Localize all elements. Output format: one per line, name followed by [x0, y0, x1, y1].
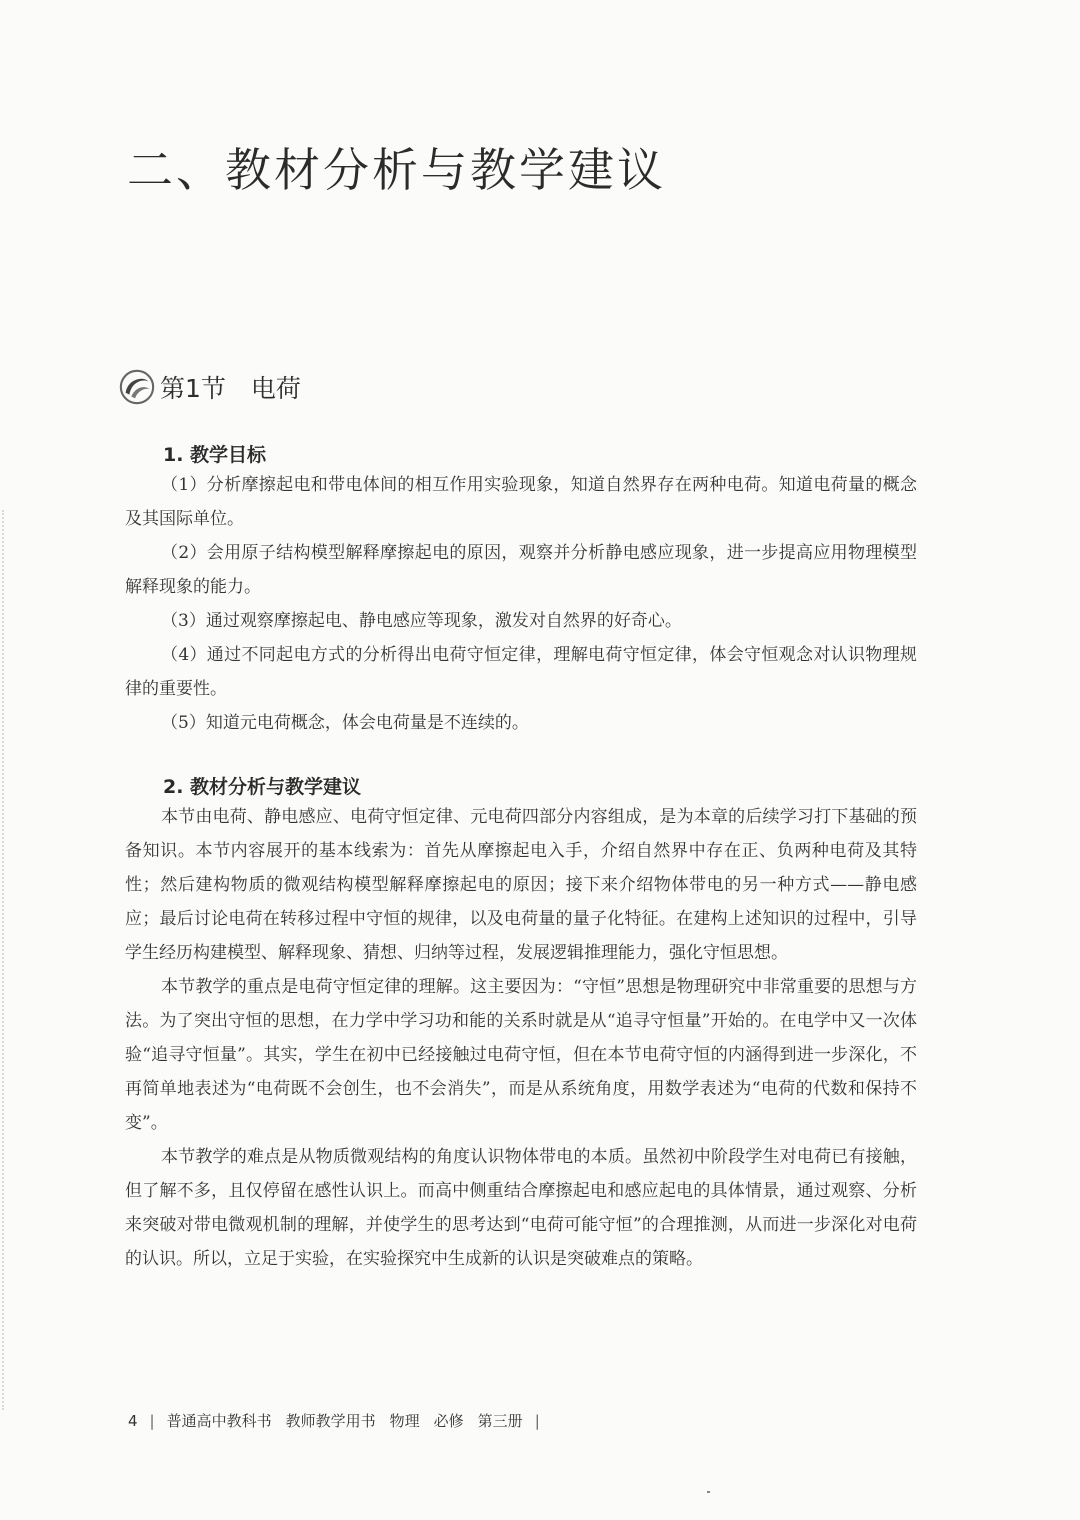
footer-volume: 第三册	[477, 1412, 523, 1430]
swirl-section-icon	[118, 368, 156, 406]
analysis-paragraph: 本节教学的难点是从物质微观结构的角度认识物体带电的本质。虽然初中阶段学生对电荷已有接触，但了解不多，且仅停留在感性认识上。而高中侧重结合摩擦起电和感应起电的具体情景，通过观察、分析来突破对带电微观机制的理解，并使学生的思考达到“电荷可能守恒”的合理推测，从而进一步深化对电荷的认识。所以，立足于实验，在实验探究中生成新的认识是突破难点的策略。	[125, 1147, 917, 1269]
footer-book: 普通高中教科书	[166, 1412, 272, 1430]
objectives-list	[125, 468, 917, 740]
analysis-heading: 2. 教材分析与教学建议	[163, 776, 362, 798]
page-footer	[128, 1410, 552, 1431]
objective-item: （1）分析摩擦起电和带电体间的相互作用实验现象，知道自然界存在两种电荷。知道电荷量的概念及其国际单位。	[125, 475, 917, 529]
objective-item: （2）会用原子结构模型解释摩擦起电的原因，观察并分析静电感应现象，进一步提高应用物理模型解释现象的能力。	[125, 543, 917, 597]
page-edge-dots	[2, 510, 6, 1410]
footer-separator: |	[534, 1411, 540, 1430]
section-header	[118, 368, 301, 406]
objectives-heading: 1. 教学目标	[163, 444, 267, 466]
objective-item: （3）通过观察摩擦起电、静电感应等现象，激发对自然界的好奇心。	[161, 611, 682, 631]
objective-item: （4）通过不同起电方式的分析得出电荷守恒定律，理解电荷守恒定律，体会守恒观念对认识物理规律的重要性。	[125, 645, 917, 699]
footer-type: 必修	[433, 1412, 464, 1430]
scan-speck	[707, 1491, 710, 1493]
footer-series: 教师教学用书	[285, 1412, 376, 1430]
chapter-title: 二、教材分析与教学建议	[127, 143, 666, 197]
analysis-body	[125, 800, 917, 1276]
footer-separator: |	[149, 1411, 155, 1430]
objective-item: （5）知道元电荷概念，体会电荷量是不连续的。	[161, 713, 529, 733]
analysis-paragraph: 本节教学的重点是电荷守恒定律的理解。这主要因为：“守恒”思想是物理研究中非常重要的思想与方法。为了突出守恒的思想，在力学中学习功和能的关系时就是从“追寻守恒量”开始的。在电学中又一次体验“追寻守恒量”。其实，学生在初中已经接触过电荷守恒，但在本节电荷守恒的内涵得到进一步深化，不再简单地表述为“电荷既不会创生，也不会消失”，而是从系统角度，用数学表述为“电荷的代数和保持不变”。	[125, 977, 917, 1133]
section-title: 第1节 电荷	[160, 374, 301, 403]
page-number: 4	[128, 1411, 138, 1430]
analysis-paragraph: 本节由电荷、静电感应、电荷守恒定律、元电荷四部分内容组成，是为本章的后续学习打下基础的预备知识。本节内容展开的基本线索为：首先从摩擦起电入手，介绍自然界中存在正、负两种电荷及其特性；然后建构物质的微观结构模型解释摩擦起电的原因；接下来介绍物体带电的另一种方式——静电感应；最后讨论电荷在转移过程中守恒的规律，以及电荷量的量子化特征。在建构上述知识的过程中，引导学生经历构建模型、解释现象、猜想、归纳等过程，发展逻辑推理能力，强化守恒思想。	[125, 807, 917, 963]
footer-subject: 物理	[389, 1412, 420, 1430]
